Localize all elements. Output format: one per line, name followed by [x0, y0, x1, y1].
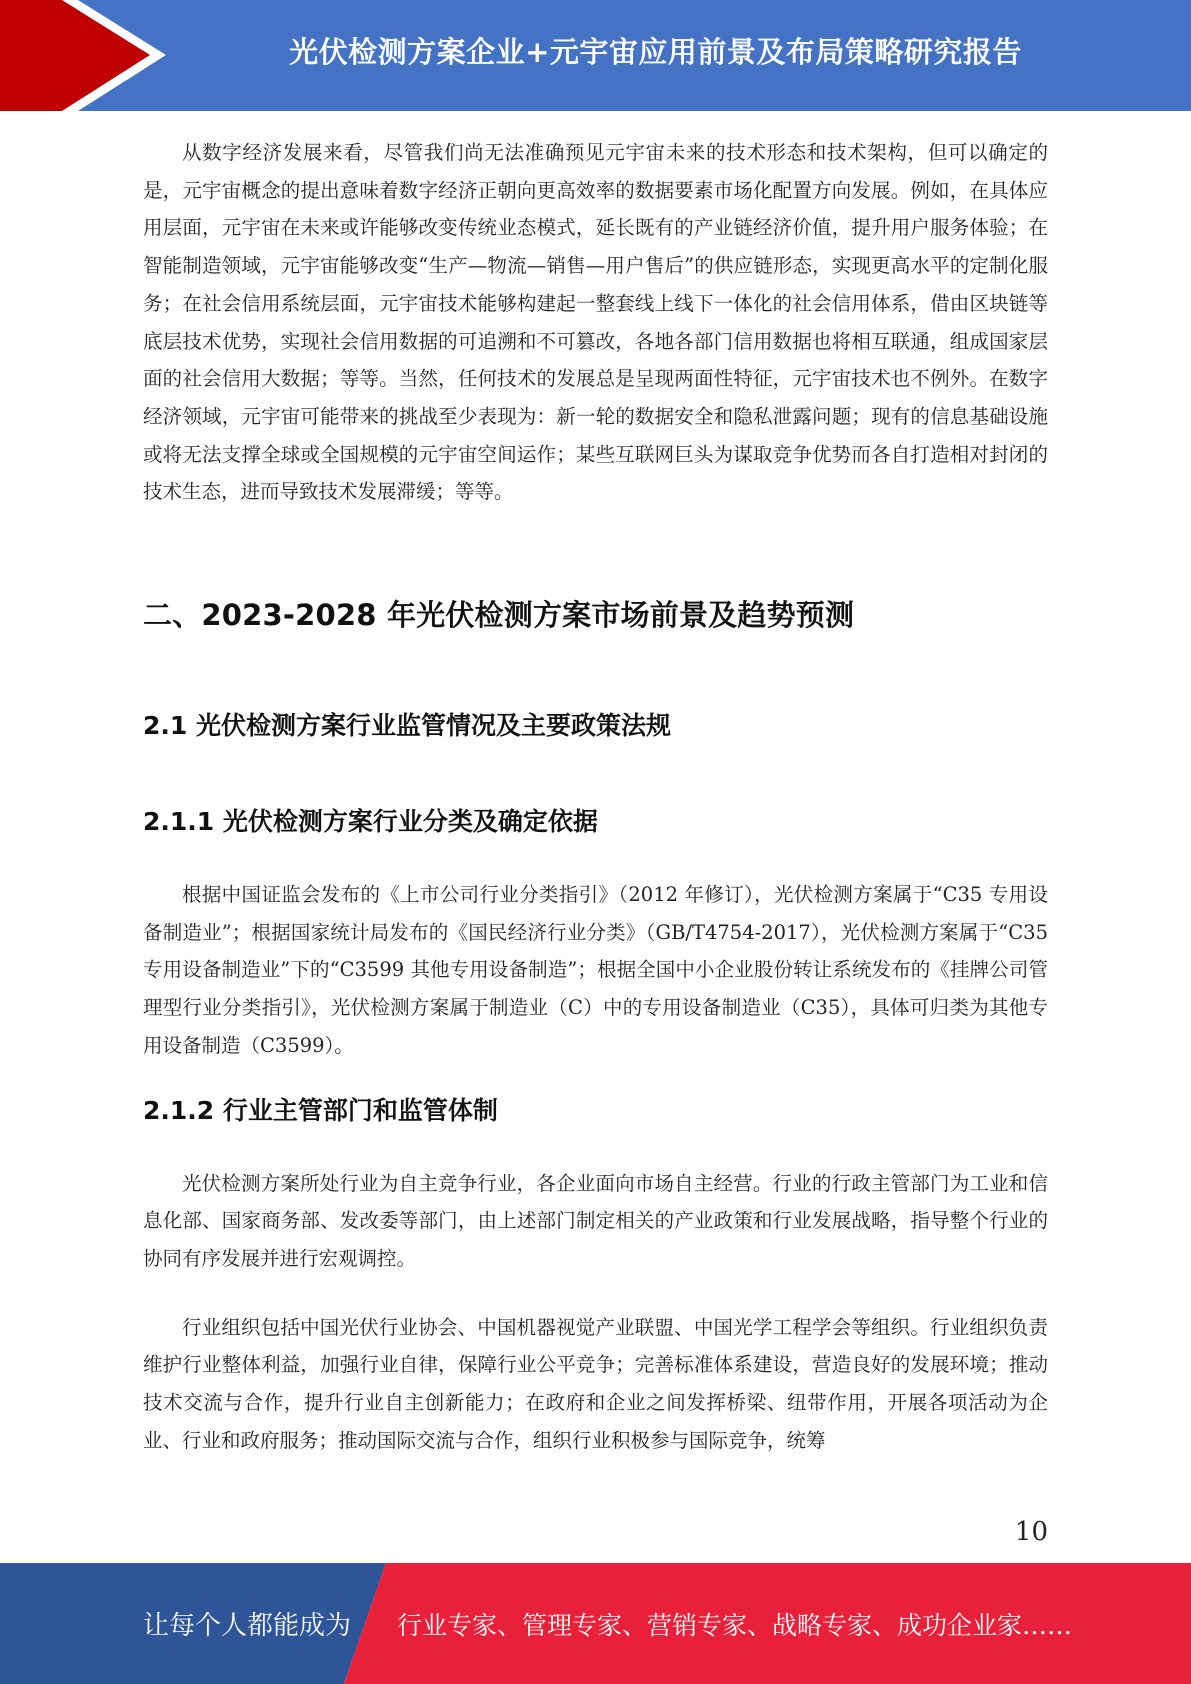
- page-header: [0, 0, 1191, 111]
- paragraph-industry-organizations: 行业组织包括中国光伏行业协会、中国机器视觉产业联盟、中国光学工程学会等组织。行业组织负责维护行业整体利益，加强行业自律，保障行业公平竞争；完善标准体系建设，营造良好的发展环境；推动技术交流与合作，提升行业自主创新能力；在政府和企业之间发挥桥梁、纽带作用，开展各项活动为企业、行业和政府服务；推动国际交流与合作，组织行业积极参与国际竞争，统筹: [143, 1315, 1048, 1452]
- paragraph-digital-economy: 从数字经济发展来看，尽管我们尚无法准确预见元宇宙未来的技术形态和技术架构，但可以确定的是，元宇宙概念的提出意味着数字经济正朝向更高效率的数据要素市场化配置方向发展。例如，在具体应用层面，元宇宙在未来或许能够改变传统业态模式，延长既有的产业链经济价值，提升用户服务体验；在智能制造领域，元宇宙能够改变“生产—物流—销售—用户售后”的供应链形态，实现更高水平的定制化服务；在社会信用系统层面，元宇宙技术能够构建起一整套线上线下一体化的社会信用体系，借由区块链等底层技术优势，实现社会信用数据的可追溯和不可篡改，各地各部门信用数据也将相互联通，组成国家层面的社会信用大数据；等等。当然，任何技术的发展总是呈现两面性特征，元宇宙技术也不例外。在数字经济领域，元宇宙可能带来的挑战至少表现为：新一轮的数据安全和隐私泄露问题；现有的信息基础设施或将无法支撑全球或全国规模的元宇宙空间运作；某些互联网巨头为谋取竞争优势而各自打造相对封闭的技术生态，进而导致技术发展滞缓；等等。: [143, 141, 1048, 504]
- paragraph-industry-classification: 根据中国证监会发布的《上市公司行业分类指引》（2012 年修订），光伏检测方案属于“C35 专用设备制造业”；根据国家统计局发布的《国民经济行业分类》（GB/T4754-2017），光伏检测方案属于“C35 专用设备制造业”下的“C3599 其他专用设备制造”；根据全国中小企业股份转让系统发布的《挂牌公司管理型行业分类指引》，光伏检测方案属于制造业（C）中的专用设备制造业（C35），具体可归类为其他专用设备制造（C3599）。: [143, 883, 1048, 1057]
- subsection-heading-2-1: 2.1 光伏检测方案行业监管情况及主要政策法规: [143, 711, 671, 741]
- footer-slogan-left: 让每个人都能成为: [143, 1611, 352, 1641]
- document-body: [143, 134, 1048, 1459]
- header-title: 光伏检测方案企业+元宇宙应用前景及布局策略研究报告: [289, 35, 1022, 69]
- page-footer: [0, 1563, 1191, 1684]
- subsection-heading-2-1-1: 2.1.1 光伏检测方案行业分类及确定依据: [143, 807, 598, 837]
- paragraph-regulatory-departments: 光伏检测方案所处行业为自主竞争行业，各企业面向市场自主经营。行业的行政主管部门为工业和信息化部、国家商务部、发改委等部门，由上述部门制定相关的产业政策和行业发展战略，指导整个行业的协同有序发展并进行宏观调控。: [143, 1171, 1048, 1270]
- section-heading-2: 二、2023-2028 年光伏检测方案市场前景及趋势预测: [143, 598, 855, 633]
- subsection-heading-2-1-2: 2.1.2 行业主管部门和监管体制: [143, 1095, 498, 1125]
- footer-slogan-right: 行业专家、管理专家、营销专家、战略专家、成功企业家……: [397, 1611, 1073, 1640]
- page-number: 10: [1014, 1517, 1048, 1547]
